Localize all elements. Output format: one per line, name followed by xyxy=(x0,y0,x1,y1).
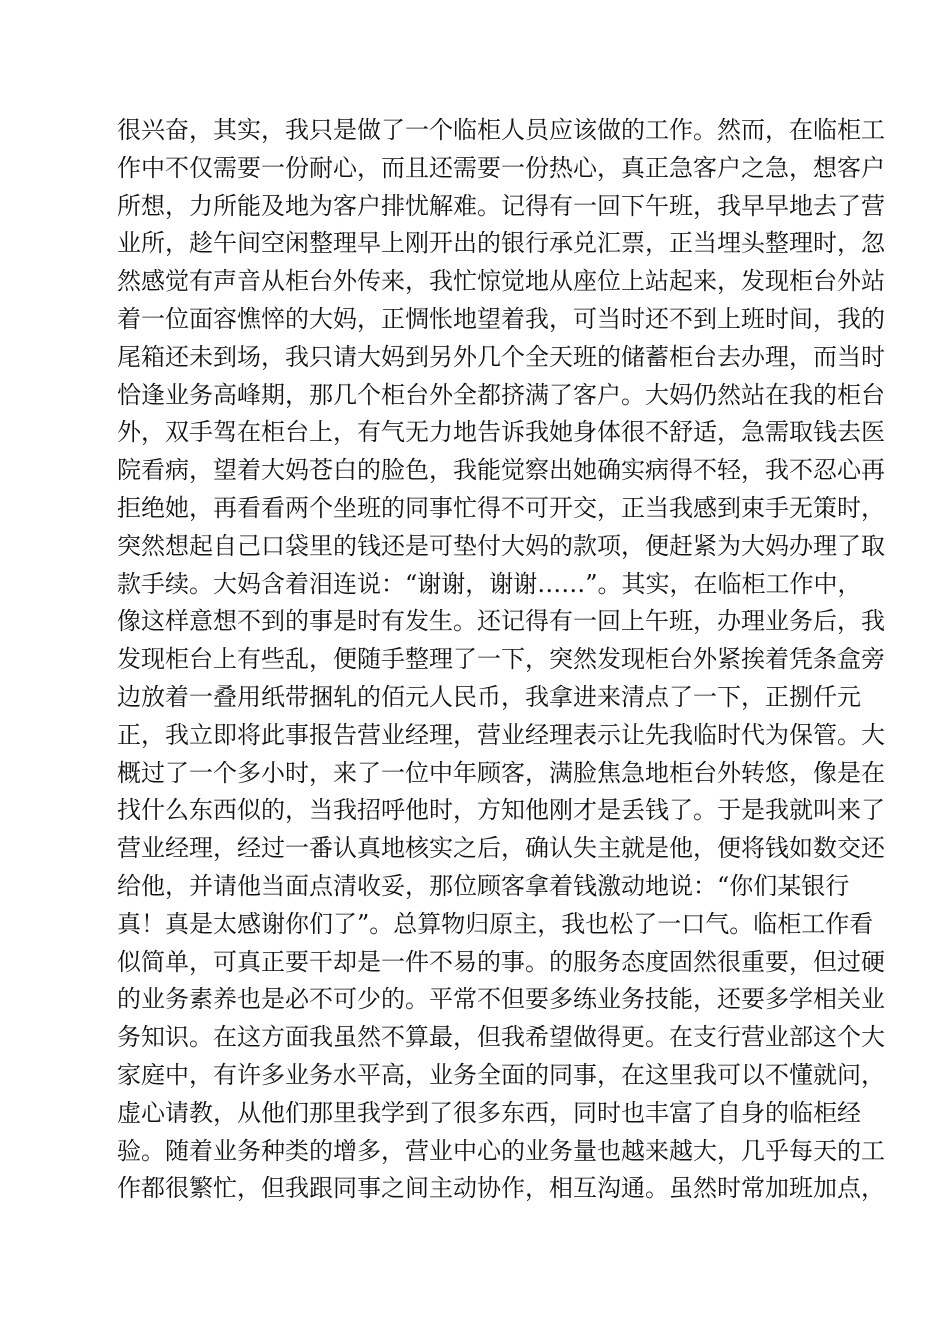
text-line: 突然想起自己口袋里的钱还是可垫付大妈的款项，便赶紧为大妈办理了取 xyxy=(117,531,885,560)
text-line: 家庭中，有许多业务水平高，业务全面的同事，在这里我可以不懂就问， xyxy=(117,1060,885,1089)
text-line: 尾箱还未到场，我只请大妈到另外几个全天班的储蓄柜台去办理，而当时 xyxy=(117,342,885,371)
text-line: 所想，力所能及地为客户排忧解难。记得有一回下午班，我早早地去了营 xyxy=(117,191,885,220)
text-line: 款手续。大妈含着泪连说：“谢谢，谢谢……”。其实，在临柜工作中， xyxy=(117,569,862,598)
text-line: 真！真是太感谢你们了”。总算物归原主，我也松了一口气。临柜工作看 xyxy=(117,909,874,938)
text-line: 给他，并请他当面点清收妥，那位顾客拿着钱激动地说：“你们某银行 xyxy=(117,871,850,900)
body-text xyxy=(117,112,885,1208)
text-line: 正，我立即将此事报告营业经理，营业经理表示让先我临时代为保管。大 xyxy=(117,720,885,749)
text-line: 务知识。在这方面我虽然不算最，但我希望做得更。在支行营业部这个大 xyxy=(117,1023,885,1052)
text-line: 概过了一个多小时，来了一位中年顾客，满脸焦急地柜台外转悠，像是在 xyxy=(117,758,885,787)
text-line: 业所，趁午间空闲整理早上刚开出的银行承兑汇票，正当埋头整理时，忽 xyxy=(117,229,885,258)
text-line: 边放着一叠用纸带捆轧的佰元人民币，我拿进来清点了一下，正捌仟元 xyxy=(117,682,861,711)
text-line: 着一位面容憔悴的大妈，正惆怅地望着我，可当时还不到上班时间，我的 xyxy=(117,304,885,333)
text-line: 恰逢业务高峰期，那几个柜台外全都挤满了客户。大妈仍然站在我的柜台 xyxy=(117,380,885,409)
text-line: 的业务素养也是必不可少的。平常不但要多练业务技能，还要多学相关业 xyxy=(117,985,885,1014)
text-line: 似简单，可真正要干却是一件不易的事。的服务态度固然很重要，但过硬 xyxy=(117,947,885,976)
text-line: 发现柜台上有些乱，便随手整理了一下，突然发现柜台外紧挨着凭条盒旁 xyxy=(117,645,885,674)
text-line: 外，双手驾在柜台上，有气无力地告诉我她身体很不舒适，急需取钱去医 xyxy=(117,418,885,447)
text-line: 验。随着业务种类的增多，营业中心的业务量也越来越大，几乎每天的工 xyxy=(117,1136,885,1165)
text-line: 作都很繁忙，但我跟同事之间主动协作，相互沟通。虽然时常加班加点， xyxy=(117,1174,885,1203)
text-line: 像这样意想不到的事是时有发生。还记得有一回上午班，办理业务后，我 xyxy=(117,607,885,636)
text-line: 作中不仅需要一份耐心，而且还需要一份热心，真正急客户之急，想客户 xyxy=(117,153,885,182)
text-line: 虚心请教，从他们那里我学到了很多东西，同时也丰富了自身的临柜经 xyxy=(117,1098,861,1127)
text-line: 院看病，望着大妈苍白的脸色，我能觉察出她确实病得不轻，我不忍心再 xyxy=(117,456,885,485)
text-line: 找什么东西似的，当我招呼他时，方知他刚才是丢钱了。于是我就叫来了 xyxy=(117,796,885,825)
text-line: 营业经理，经过一番认真地核实之后，确认失主就是他，便将钱如数交还 xyxy=(117,834,885,863)
text-line: 拒绝她，再看看两个坐班的同事忙得不可开交，正当我感到束手无策时， xyxy=(117,493,885,522)
text-line: 很兴奋，其实，我只是做了一个临柜人员应该做的工作。然而，在临柜工 xyxy=(117,116,885,144)
text-line: 然感觉有声音从柜台外传来，我忙惊觉地从座位上站起来，发现柜台外站 xyxy=(117,267,885,296)
